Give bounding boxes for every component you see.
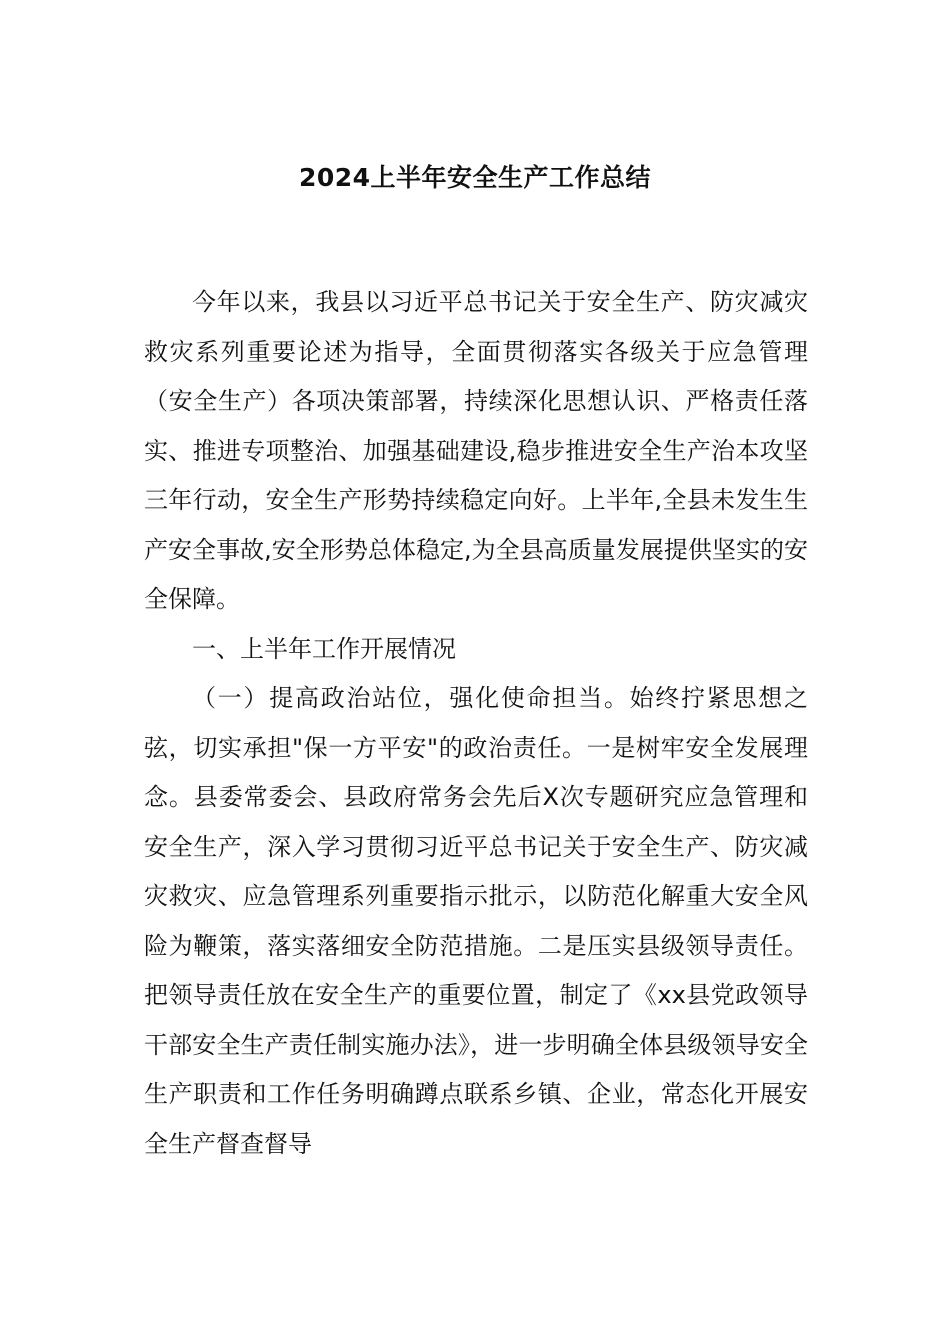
document-body [144, 278, 808, 1169]
intro-paragraph: 今年以来，我县以习近平总书记关于安全生产、防灾减灾救灾系列重要论述为指导，全面贯彻落实各级关于应急管理（安全生产）各项决策部署，持续深化思想认识、严格责任落实、推进专项整治、加强基础建设,稳步推进安全生产治本攻坚三年行动，安全生产形势持续稳定向好。上半年,全县未发生生产安全事故,安全形势总体稳定,为全县高质量发展提供坚实的安全保障。 [144, 288, 808, 613]
section-heading: 一、上半年工作开展情况 [192, 634, 456, 663]
subsection-paragraph: （一）提高政治站位，强化使命担当。始终拧紧思想之弦，切实承担"保一方平安"的政治责任。一是树牢安全发展理念。县委常委会、县政府常务会先后X次专题研究应急管理和安全生产，深入学习贯彻习近平总书记关于安全生产、防灾减灾救灾、应急管理系列重要指示批示，以防范化解重大安全风险为鞭策，落实落细安全防范措施。二是压实县级领导责任。把领导责任放在安全生产的重要位置，制定了《xx县党政领导干部安全生产责任制实施办法》，进一步明确全体县级领导安全生产职责和工作任务明确蹲点联系乡镇、企业，常态化开展安全生产督查督导 [144, 684, 808, 1158]
document-title: 2024上半年安全生产工作总结 [298, 163, 652, 192]
